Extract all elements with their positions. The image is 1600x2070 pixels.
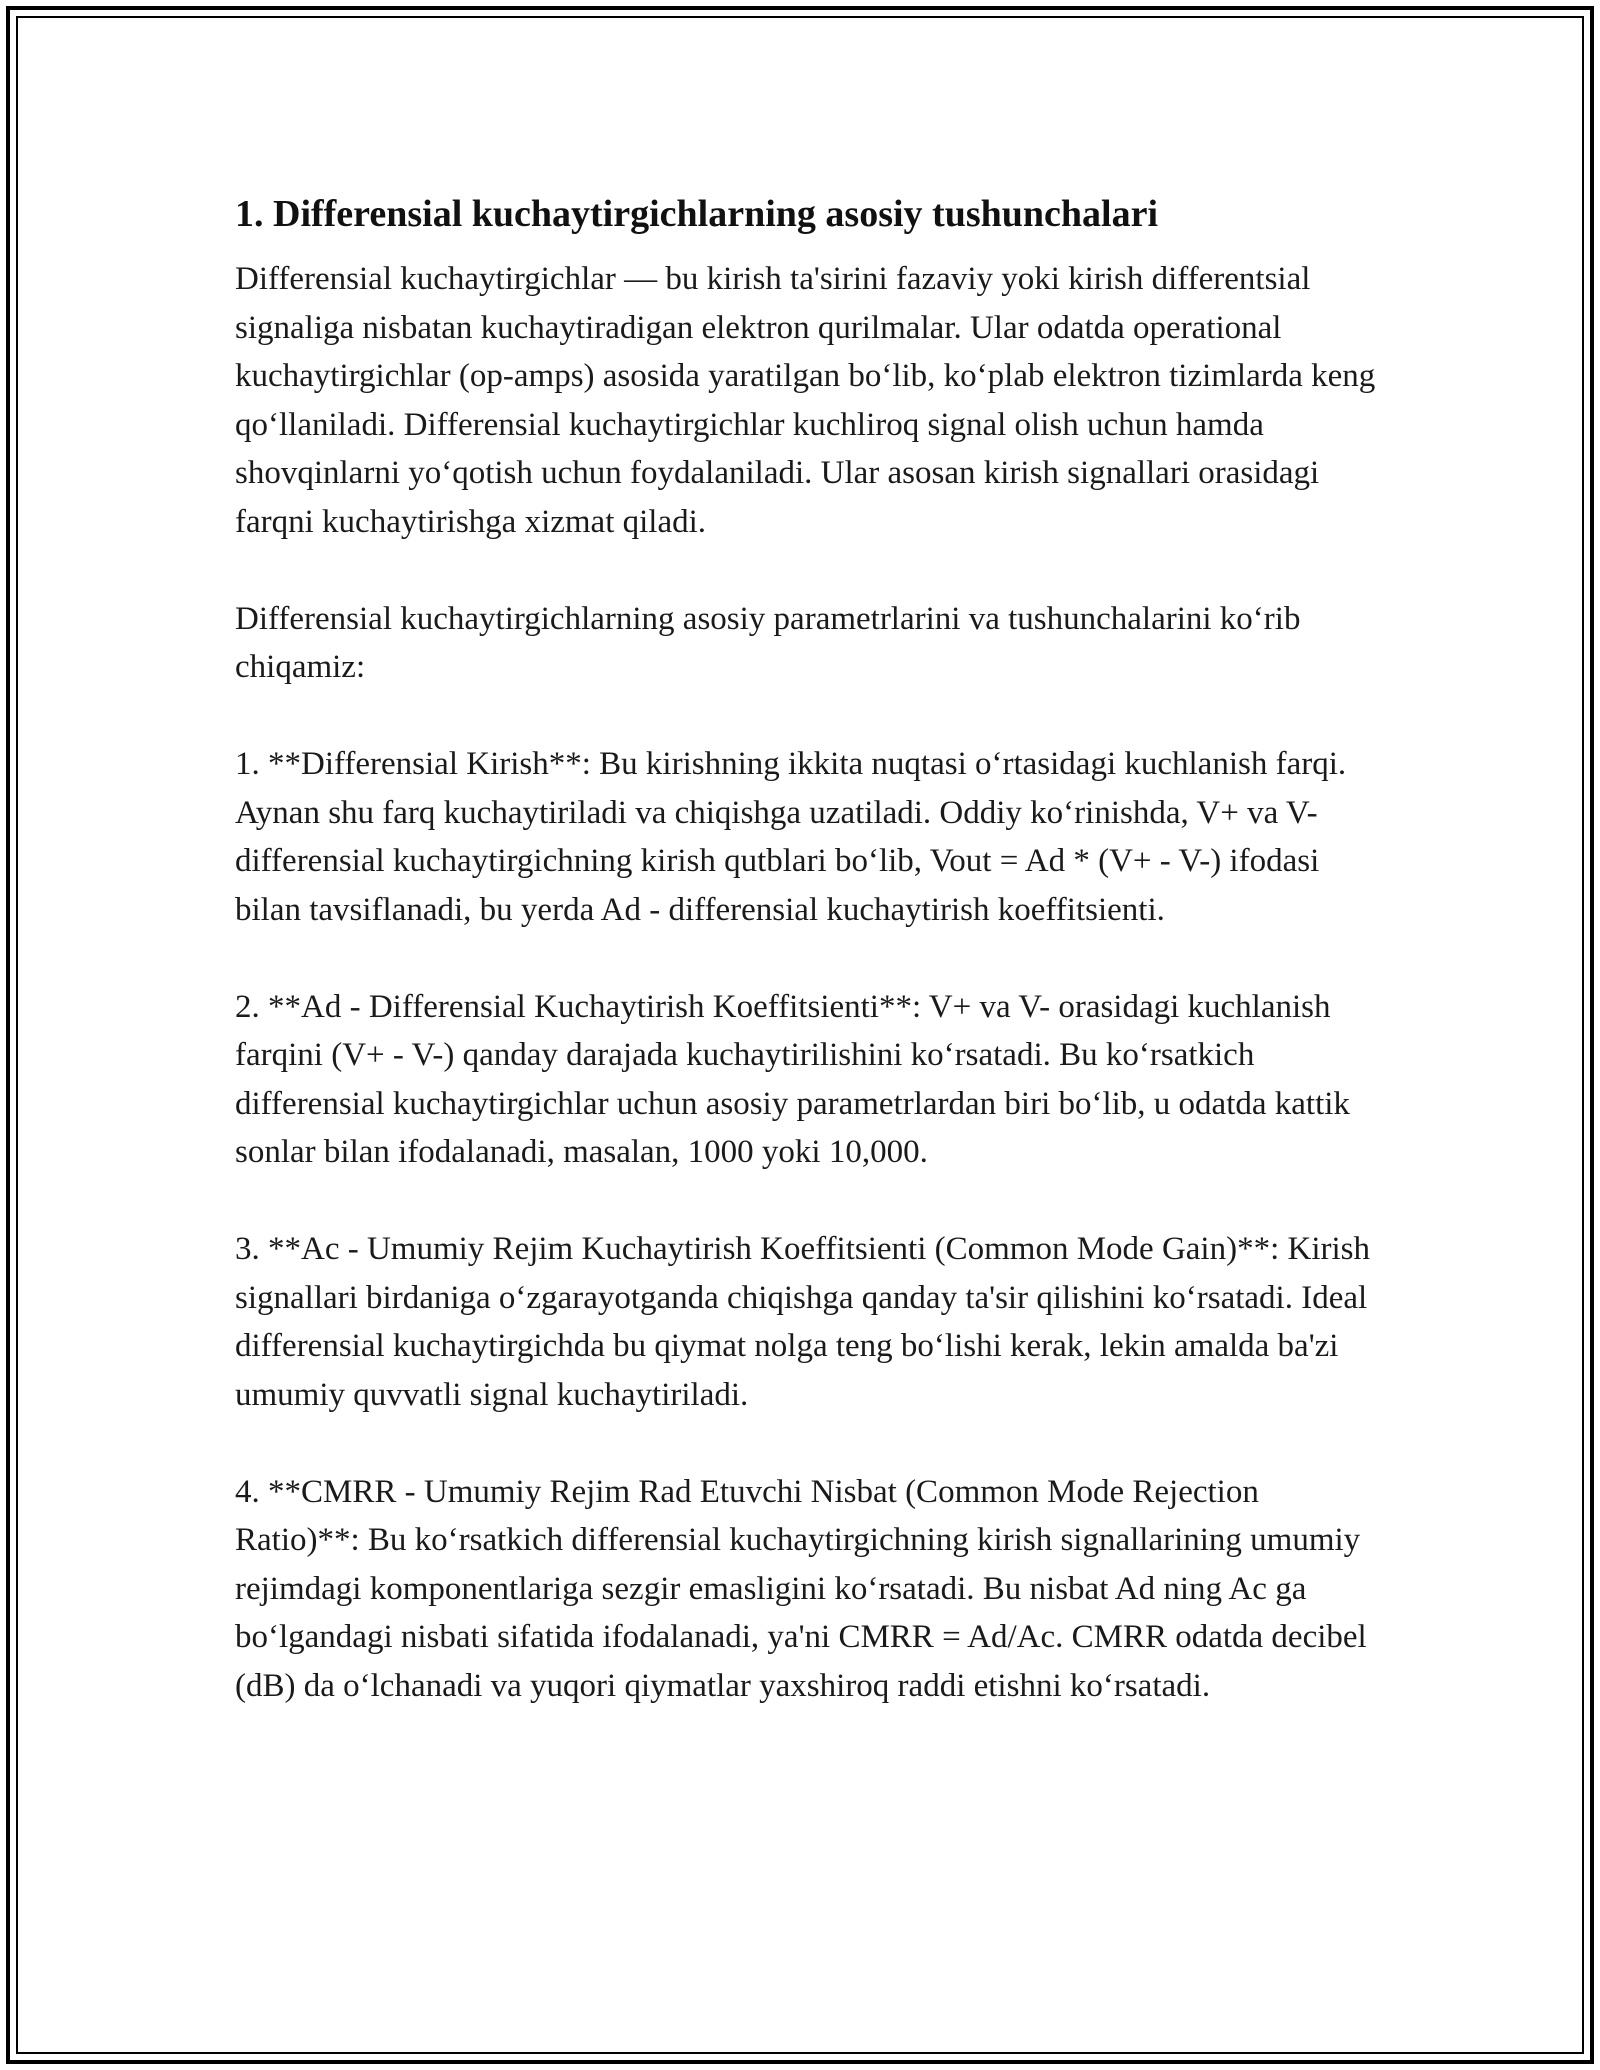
item-common-mode-gain: 3. **Ac - Umumiy Rejim Kuchaytirish Koeffitsienti (Common Mode Gain)**: Kirish signallari birdaniga o‘zgarayotganda chiqishga qanday ta'sir qilishini ko‘rsatadi. Ideal differensial kuchaytirgichda bu qiymat nolga teng bo‘lishi kerak, lekin amalda ba'zi umumiy quvvatli signal kuchaytiriladi. — [235, 1231, 1371, 1413]
section-heading: 1. Differensial kuchaytirgichlarning asosiy tushunchalari — [235, 193, 1159, 235]
item-cmrr: 4. **CMRR - Umumiy Rejim Rad Etuvchi Nisbat (Common Mode Rejection Ratio)**: Bu ko‘rsatkich differensial kuchaytirgichning kirish signallarining umumiy rejimdagi komponentlariga sezgir emasligini ko‘rsatadi. Bu nisbat Ad ning Ac ga bo‘lgandagi nisbati sifatida ifodalanadi, ya'ni CMRR = Ad/Ac. CMRR odatda decibel (dB) da o‘lchanadi va yuqori qiymatlar yaxshiroq raddi etishni ko‘rsatadi. — [235, 1473, 1367, 1704]
document-body — [235, 185, 1385, 1710]
item-differential-input: 1. **Differensial Kirish**: Bu kirishning ikkita nuqtasi o‘rtasidagi kuchlanish farqi. Aynan shu farq kuchaytiriladi va chiqishga uzatiladi. Oddiy ko‘rinishda, V+ va V- differensial kuchaytirgichning kirish qutblari bo‘lib, Vout = Ad * (V+ - V-) ifodasi bilan tavsiflanadi, bu yerda Ad - differensial kuchaytirish koeffitsienti. — [235, 746, 1347, 928]
item-differential-gain: 2. **Ad - Differensial Kuchaytirish Koeffitsienti**: V+ va V- orasidagi kuchlanish farqini (V+ - V-) qanday darajada kuchaytirilishini ko‘rsatadi. Bu ko‘rsatkich differensial kuchaytirgichlar uchun asosiy parametrlardan biri bo‘lib, u odatda kattik sonlar bilan ifodalanadi, masalan, 1000 yoki 10,000. — [235, 988, 1350, 1170]
intro-paragraph: Differensial kuchaytirgichlar — bu kirish ta'sirini fazaviy yoki kirish differentsial signaliga nisbatan kuchaytiradigan elektron qurilmalar. Ular odatda operational kuchaytirgichlar (op-amps) asosida yaratilgan bo‘lib, ko‘plab elektron tizimlarda keng qo‘llaniladi. Differensial kuchaytirgichlar kuchliroq signal olish uchun hamda shovqinlarni yo‘qotish uchun foydalaniladi. Ular asosan kirish signallari orasidagi farqni kuchaytirishga xizmat qiladi. — [235, 261, 1376, 540]
overview-paragraph: Differensial kuchaytirgichlarning asosiy parametrlarini va tushunchalarini ko‘rib chiqamiz: — [235, 600, 1301, 685]
